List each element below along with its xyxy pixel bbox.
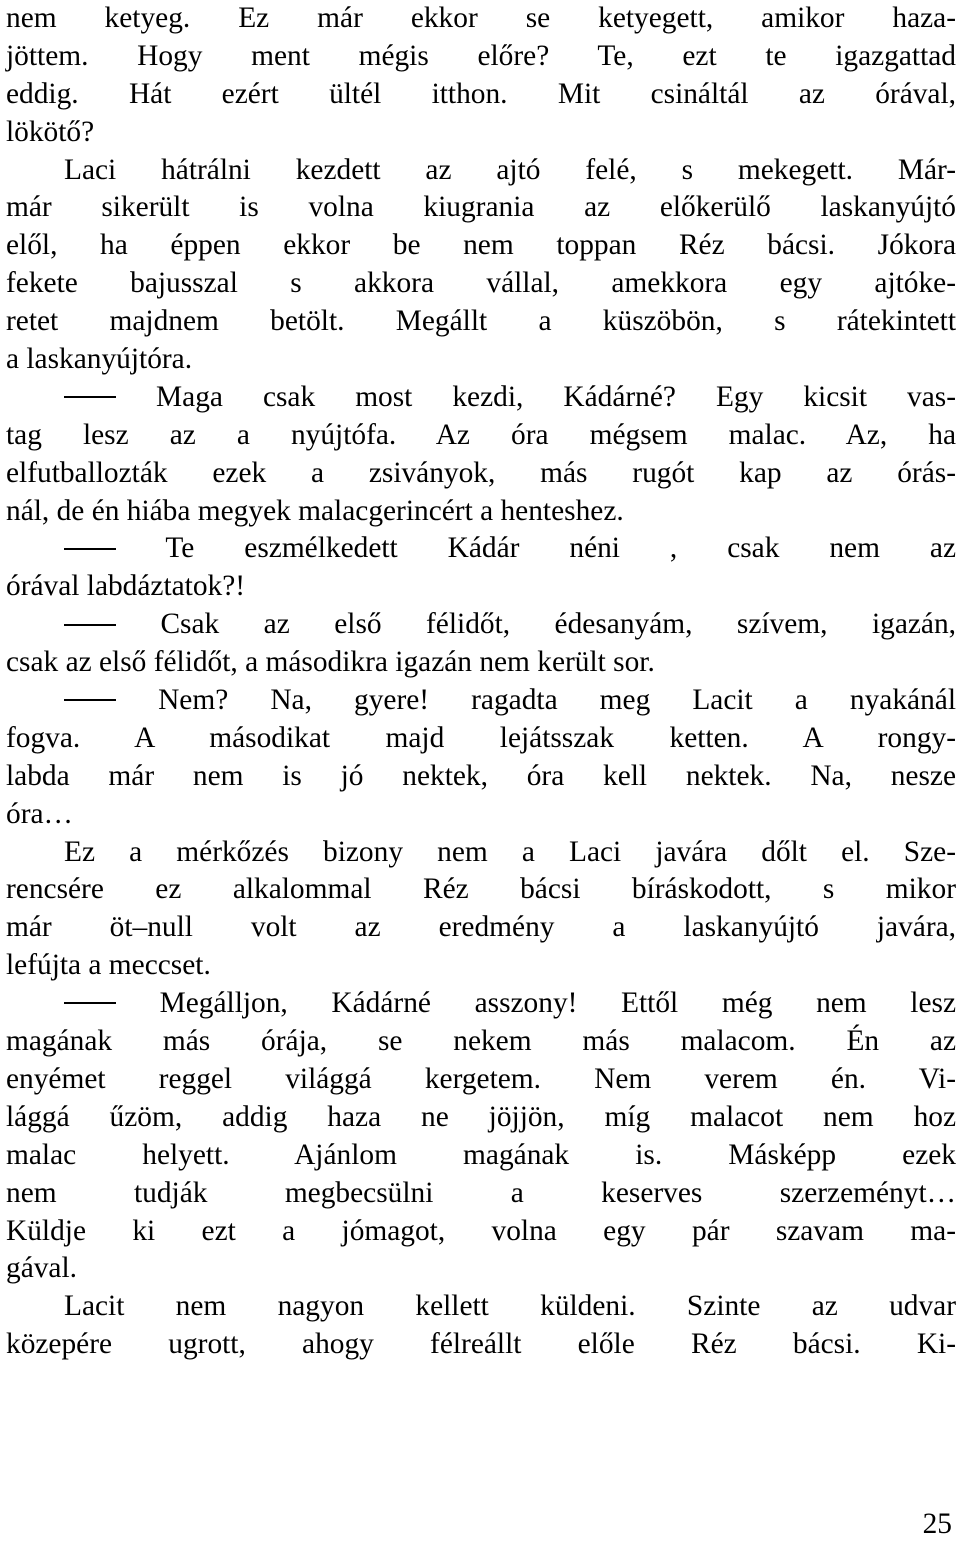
text-line-7: elől, ha éppen ekkor be nem toppan Réz bácsi. Jókora <box>6 229 956 262</box>
text-line-24: rencsére ez alkalommal Réz bácsi bíráskodott, s mikor <box>6 873 956 906</box>
text-line-12: tag lesz az a nyújtófa. Az óra mégsem malac. Az, ha <box>6 418 956 451</box>
text-line-35: Lacit nem nagyon kellett küldeni. Szinte az udvar <box>64 1290 956 1323</box>
line-text: Megálljon, Kádárné asszony! Ettől még nem lesz <box>116 987 956 1020</box>
em-dash <box>64 624 116 626</box>
text-line-13: elfutballozták ezek a zsiványok, más rugót kap az órás- <box>6 456 956 489</box>
text-line-14: nál, de én hiába megyek malacgerincért a henteshez. <box>6 494 624 527</box>
text-line-10: a laskanyújtóra. <box>6 343 193 376</box>
em-dash <box>64 699 116 701</box>
text-line-28: magának más órája, se nekem más malacom. Én az <box>6 1025 956 1058</box>
text-line-17 <box>6 606 956 644</box>
text-line-20: fogva. A másodikat majd lejátsszak ketten. A rongy- <box>6 721 956 754</box>
text-line-4: lökötő? <box>6 115 95 148</box>
line-text: Maga csak most kezdi, Kádárné? Egy kicsit vas- <box>116 380 956 413</box>
em-dash <box>64 396 116 398</box>
line-text: Te eszmélkedett Kádár néni , csak nem az <box>116 532 956 565</box>
text-line-22: óra… <box>6 797 73 830</box>
text-line-11 <box>6 379 956 417</box>
text-line-29: enyémet reggel világgá kergetem. Nem verem én. Vi- <box>6 1062 956 1095</box>
text-line-3: eddig. Hát ezért ültél itthon. Mit csináltál az órával, <box>6 77 956 110</box>
text-line-32: nem tudják megbecsülni a keserves szerzeményt… <box>6 1176 956 1209</box>
text-line-18: csak az első félidőt, a másodikra igazán nem került sor. <box>6 646 655 679</box>
page-body <box>6 0 956 1364</box>
text-line-31: malac helyett. Ajánlom magának is. Másképp ezek <box>6 1138 956 1171</box>
text-line-30: lággá űzöm, addig haza ne jöjjön, míg malacot nem hoz <box>6 1100 956 1133</box>
text-line-19 <box>6 682 956 720</box>
line-text: Csak az első félidőt, édesanyám, szívem, igazán, <box>116 608 956 641</box>
text-line-36: közepére ugrott, ahogy félreállt előle Réz bácsi. Ki- <box>6 1328 956 1361</box>
text-line-33: Küldje ki ezt a jómagot, volna egy pár szavam ma- <box>6 1214 956 1247</box>
text-line-15 <box>6 530 956 568</box>
text-line-23: Ez a mérkőzés bizony nem a Laci javára dőlt el. Sze- <box>64 835 956 868</box>
text-line-6: már sikerült is volna kiugrania az előkerülő laskanyújtó <box>6 191 956 224</box>
text-line-8: fekete bajusszal s akkora vállal, amekkora egy ajtóke- <box>6 267 956 300</box>
text-line-21: labda már nem is jó nektek, óra kell nektek. Na, nesze <box>6 759 956 792</box>
text-line-5: Laci hátrálni kezdett az ajtó felé, s mekegett. Már- <box>64 153 956 186</box>
text-line-25: már öt–null volt az eredmény a laskanyújtó javára, <box>6 911 956 944</box>
text-line-9: retet majdnem betölt. Megállt a küszöbön, s rátekintett <box>6 305 956 338</box>
text-line-26: lefújta a meccset. <box>6 949 211 982</box>
em-dash <box>64 548 116 550</box>
text-line-34: gával. <box>6 1252 77 1285</box>
text-line-16: órával labdáztatok?! <box>6 570 246 603</box>
text-line-2: jöttem. Hogy ment mégis előre? Te, ezt te igazgattad <box>6 39 956 72</box>
line-text: Nem? Na, gyere! ragadta meg Lacit a nyakánál <box>116 684 956 717</box>
page-number: 25 <box>922 1508 952 1540</box>
text-line-27 <box>6 985 956 1023</box>
em-dash <box>64 1002 116 1004</box>
text-line-1: nem ketyeg. Ez már ekkor se ketyegett, amikor haza- <box>6 2 956 34</box>
